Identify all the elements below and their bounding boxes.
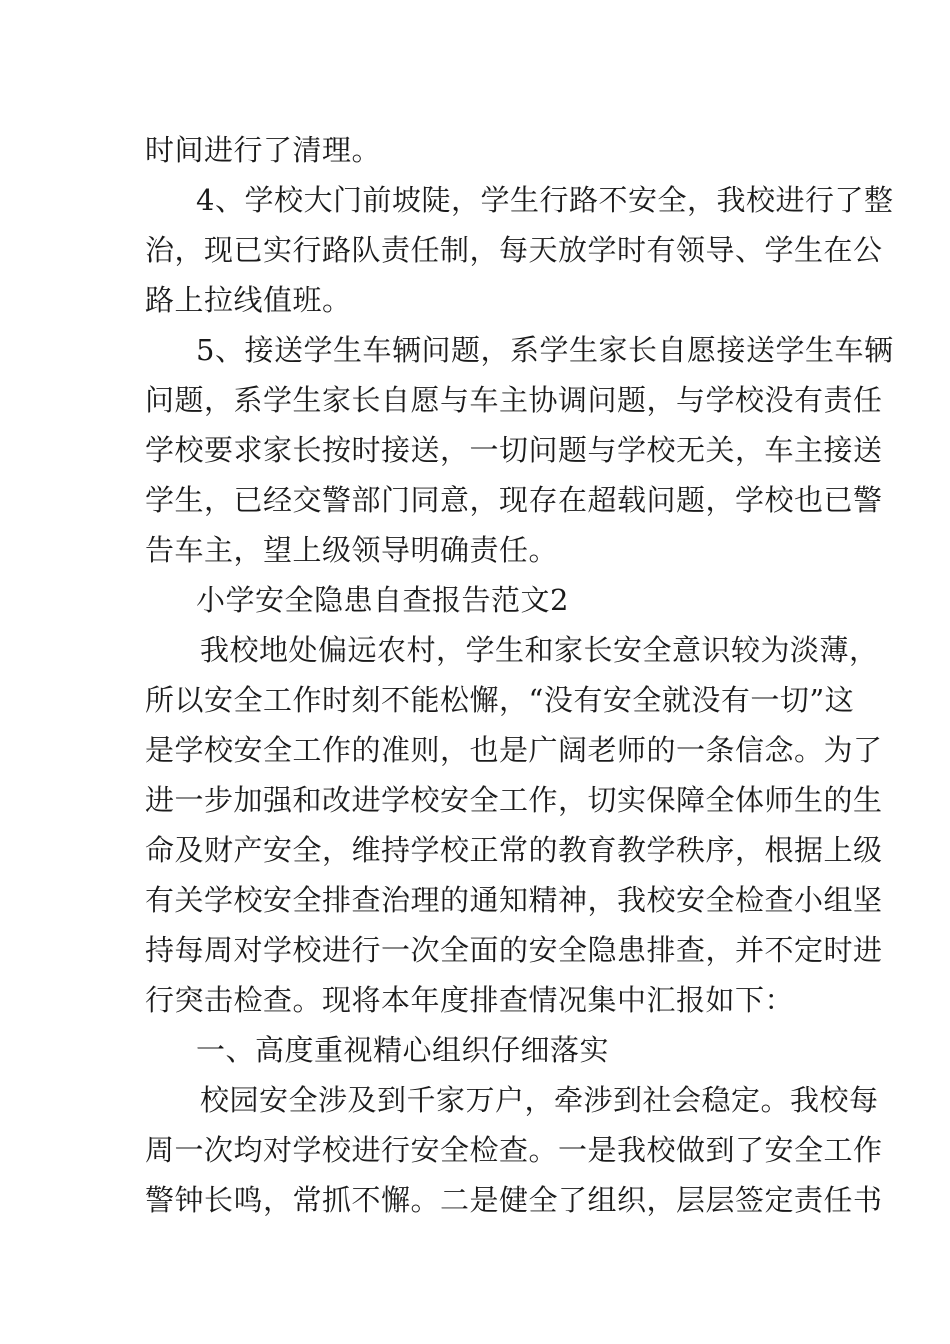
text-line: 所以安全工作时刻不能松懈，“没有安全就没有一切”这 bbox=[145, 683, 855, 717]
text-line: 时间进行了清理。 bbox=[145, 133, 382, 167]
text-line: 进一步加强和改进学校安全工作，切实保障全体师生的生 bbox=[145, 783, 883, 817]
text-line: 命及财产安全，维持学校正常的教育教学秩序，根据上级 bbox=[145, 833, 883, 867]
section-heading: 小学安全隐患自查报告范文2 bbox=[196, 583, 569, 617]
text-line: 行突击检查。现将本年度排查情况集中汇报如下： bbox=[145, 983, 795, 1017]
text-line: 我校地处偏远农村，学生和家长安全意识较为淡薄， bbox=[200, 633, 879, 667]
text-line: 学生，已经交警部门同意，现存在超载问题，学校也已警 bbox=[145, 483, 883, 517]
text-line: 学校要求家长按时接送，一切问题与学校无关，车主接送 bbox=[145, 433, 883, 467]
section-heading: 一、高度重视精心组织仔细落实 bbox=[196, 1033, 610, 1067]
text-line: 校园安全涉及到千家万户，牵涉到社会稳定。我校每 bbox=[200, 1083, 879, 1117]
text-line: 路上拉线值班。 bbox=[145, 283, 352, 317]
text-line: 有关学校安全排查治理的通知精神，我校安全检查小组坚 bbox=[145, 883, 883, 917]
text-line: 持每周对学校进行一次全面的安全隐患排查，并不定时进 bbox=[145, 933, 883, 967]
text-line: 4、学校大门前坡陡，学生行路不安全，我校进行了整 bbox=[196, 183, 894, 217]
text-line: 问题，系学生家长自愿与车主协调问题，与学校没有责任 bbox=[145, 383, 883, 417]
text-line: 警钟长鸣，常抓不懈。二是健全了组织，层层签定责任书 bbox=[145, 1183, 883, 1217]
text-line: 5、接送学生车辆问题，系学生家长自愿接送学生车辆 bbox=[196, 333, 894, 367]
text-line: 治，现已实行路队责任制，每天放学时有领导、学生在公 bbox=[145, 233, 883, 267]
text-line: 是学校安全工作的准则，也是广阔老师的一条信念。为了 bbox=[145, 733, 883, 767]
text-line: 告车主，望上级领导明确责任。 bbox=[145, 533, 559, 567]
text-line: 周一次均对学校进行安全检查。一是我校做到了安全工作 bbox=[145, 1133, 883, 1167]
